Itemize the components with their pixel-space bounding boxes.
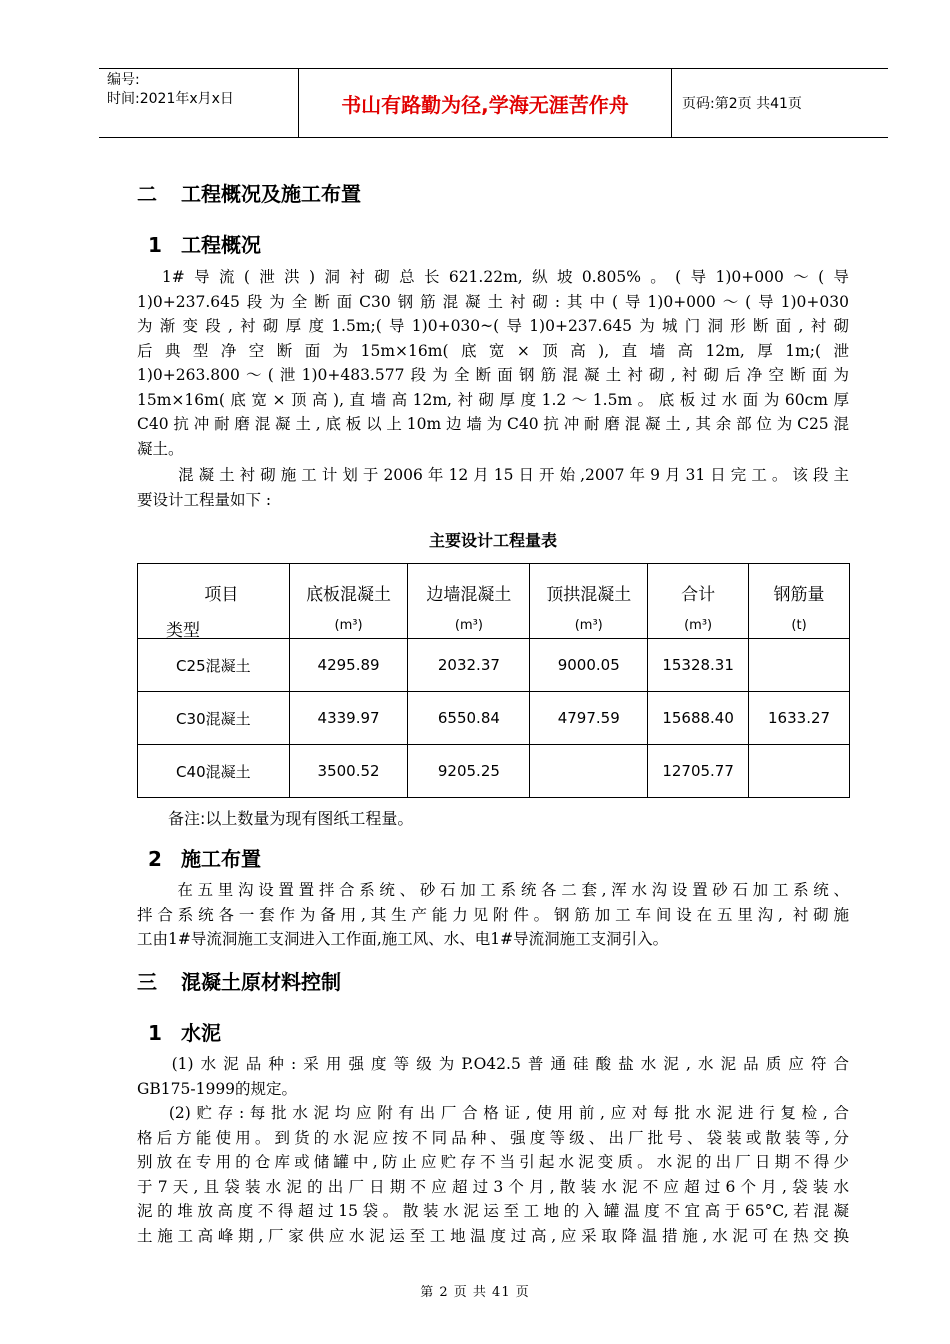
column-unit: (m³) bbox=[684, 618, 713, 633]
subsection-number: 1 bbox=[148, 1021, 162, 1045]
section-number: 二 bbox=[137, 182, 157, 206]
text-line: 要设计工程量如下 : bbox=[137, 490, 272, 509]
header-cell bbox=[408, 564, 530, 639]
cell-arch: 4797.59 bbox=[530, 692, 648, 745]
cell-total: 12705.77 bbox=[648, 745, 749, 798]
cell-rebar bbox=[749, 639, 850, 692]
text-line: 15m×16m(底宽×顶高),直墙高12m,衬砌厚度1.2～1.5m。底板过水面为60cm厚 bbox=[137, 390, 849, 409]
column-unit: (m³) bbox=[574, 618, 603, 633]
table-note: 备注:以上数量为现有图纸工程量。 bbox=[168, 809, 414, 828]
subsection-number: 2 bbox=[148, 847, 162, 871]
row-type: C30混凝土 bbox=[138, 692, 290, 745]
text-line: 在五里沟设置置拌合系统、砂石加工系统各二套,浑水沟设置砂石加工系统、 bbox=[137, 881, 849, 899]
quantity-table bbox=[137, 563, 850, 798]
serial-label: 编号: bbox=[107, 72, 140, 88]
cell-floor: 4295.89 bbox=[289, 639, 408, 692]
column-label: 边墙混凝土 bbox=[426, 585, 512, 605]
text-line: 凝土。 bbox=[137, 439, 184, 458]
construction-layout-paragraph bbox=[137, 878, 849, 952]
column-label: 底板混凝土 bbox=[306, 585, 392, 605]
cell-floor: 3500.52 bbox=[289, 745, 408, 798]
cell-floor: 4339.97 bbox=[289, 692, 408, 745]
cell-wall: 9205.25 bbox=[408, 745, 530, 798]
cell-rebar: 1633.27 bbox=[749, 692, 850, 745]
project-overview-paragraph bbox=[137, 265, 849, 461]
header-type: 类型 bbox=[166, 621, 200, 641]
cell-rebar bbox=[749, 745, 850, 798]
section-title: 混凝土原材料控制 bbox=[181, 970, 341, 994]
subsection-heading-3-1 bbox=[148, 1017, 221, 1046]
subsection-heading-2-2 bbox=[148, 843, 261, 872]
header-cell-item-type bbox=[138, 564, 290, 639]
header-cell bbox=[289, 564, 408, 639]
header-cell bbox=[648, 564, 749, 639]
text-line: 后典型净空断面为15m×16m(底宽×顶高),直墙高12m,厚1m;(泄 bbox=[137, 341, 849, 360]
text-line: 拌合系统各一套作为备用,其生产能力见附件。钢筋加工车间设在五里沟, 衬砌施 bbox=[137, 905, 849, 924]
section-number: 三 bbox=[137, 970, 157, 994]
column-unit: (m³) bbox=[454, 618, 483, 633]
header-motto: 书山有路勤为径,学海无涯苦作舟 bbox=[299, 69, 672, 137]
text-line: 泥的堆放高度不得超过15袋。散装水泥运至工地的入罐温度不宜高于65°C,若混凝 bbox=[137, 1202, 849, 1220]
page-footer: 第 2 页 共 41 页 bbox=[420, 1285, 530, 1300]
subsection-title: 工程概况 bbox=[181, 233, 261, 257]
header-cell bbox=[749, 564, 850, 639]
subsection-title: 施工布置 bbox=[181, 847, 261, 871]
cell-total: 15688.40 bbox=[648, 692, 749, 745]
row-type: C25混凝土 bbox=[138, 639, 290, 692]
table-header-row bbox=[138, 564, 850, 639]
text-line: 土施工高峰期,厂家供应水泥运至工地温度过高,应采取降温措施,水泥可在热交换 bbox=[137, 1226, 849, 1245]
text-line: 别放在专用的仓库或储罐中,防止应贮存不当引起水泥变质。水泥的出厂日期不得少 bbox=[137, 1153, 849, 1171]
cell-wall: 2032.37 bbox=[408, 639, 530, 692]
text-line: C40抗冲耐磨混凝土,底板以上10m边墙为C40抗冲耐磨混凝土,其余部位为C25混 bbox=[137, 415, 849, 433]
text-line: (2)贮存:每批水泥均应附有出厂合格证,使用前,应对每批水泥进行复检,合 bbox=[137, 1104, 849, 1122]
header-page-info: 页码:第2页 共41页 bbox=[682, 96, 802, 112]
table-row bbox=[138, 639, 850, 692]
text-line: 于7天,且袋装水泥的出厂日期不应超过3个月,散装水泥不应超过6个月,袋装水 bbox=[137, 1177, 849, 1196]
text-line: 1)0+263.800～(泄1)0+483.577段为全断面钢筋混凝土衬砌,衬砌后净空断面为 bbox=[137, 366, 849, 384]
time-label: 时间:2021年x月x日 bbox=[107, 91, 234, 107]
table-row bbox=[138, 745, 850, 798]
text-line: 工由1#导流洞施工支洞进入工作面,施工风、水、电1#导流洞施工支洞引入。 bbox=[137, 930, 669, 948]
text-line: 混凝土衬砌施工计划于2006年12月15日开始,2007年9月31日完工。该段主 bbox=[137, 466, 849, 484]
text-line: 格后方能使用。到货的水泥应按不同品种、强度等级、出厂批号、袋装或散装等,分 bbox=[137, 1128, 849, 1147]
text-line: (1)水泥品种:采用强度等级为P.O42.5普通硅酸盐水泥,水泥品质应符合 bbox=[137, 1055, 849, 1073]
cement-type-paragraph bbox=[137, 1052, 849, 1101]
text-line: 1#导流(泄洪)洞衬砌总长621.22m,纵坡0.805%。(导1)0+000～(导 bbox=[137, 268, 849, 286]
text-line: GB175-1999的规定。 bbox=[137, 1079, 298, 1098]
cell-total: 15328.31 bbox=[648, 639, 749, 692]
section-heading-2 bbox=[137, 178, 361, 207]
text-line: 为渐变段,衬砌厚度1.5m;(导1)0+030~(导1)0+237.645为城门洞形断面,衬砌 bbox=[137, 317, 849, 335]
cell-arch bbox=[530, 745, 648, 798]
section-heading-3 bbox=[137, 966, 341, 995]
schedule-paragraph bbox=[137, 463, 849, 512]
subsection-title: 水泥 bbox=[181, 1021, 221, 1045]
cell-arch: 9000.05 bbox=[530, 639, 648, 692]
subsection-heading-2-1 bbox=[148, 229, 261, 258]
section-title: 工程概况及施工布置 bbox=[181, 182, 361, 206]
column-label: 顶拱混凝土 bbox=[546, 585, 632, 605]
cement-storage-paragraph bbox=[137, 1101, 849, 1248]
table-row bbox=[138, 692, 850, 745]
text-line: 1)0+237.645段为全断面C30钢筋混凝土衬砌:其中(导1)0+000～(导1)0+030 bbox=[137, 292, 849, 311]
row-type: C40混凝土 bbox=[138, 745, 290, 798]
column-unit: (t) bbox=[791, 618, 807, 633]
header-cell bbox=[530, 564, 648, 639]
column-label: 钢筋量 bbox=[773, 585, 825, 605]
subsection-number: 1 bbox=[148, 233, 162, 257]
page-header bbox=[99, 68, 888, 138]
column-label: 合计 bbox=[681, 585, 716, 605]
header-meta-cell bbox=[99, 69, 299, 137]
cell-wall: 6550.84 bbox=[408, 692, 530, 745]
header-item: 项目 bbox=[204, 585, 239, 605]
column-unit: (m³) bbox=[334, 618, 363, 633]
table-title: 主要设计工程量表 bbox=[428, 531, 557, 550]
